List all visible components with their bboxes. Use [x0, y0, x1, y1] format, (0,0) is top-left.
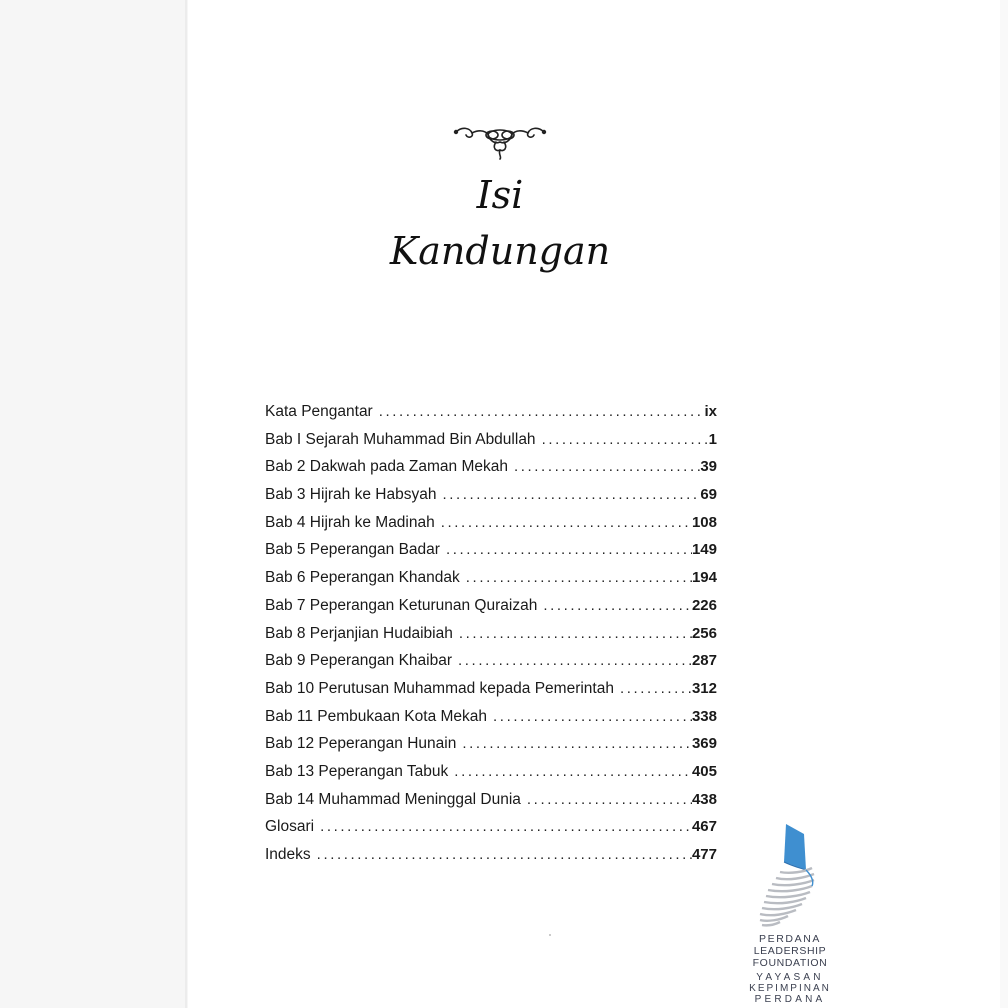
toc-entry-label: Bab 3 Hijrah ke Habsyah	[265, 486, 437, 504]
toc-leader-dots	[320, 818, 692, 835]
toc-leader-dots	[527, 791, 692, 808]
page-edge	[1000, 0, 1008, 1008]
flourish-ornament-icon	[452, 122, 548, 162]
toc-leader-dots	[466, 569, 692, 586]
toc-entry-label: Bab 4 Hijrah ke Madinah	[265, 513, 435, 531]
toc-entry-page: 438	[691, 790, 717, 808]
toc-leader-dots	[446, 541, 692, 558]
toc-leader-dots	[543, 597, 692, 614]
toc-entry	[265, 597, 717, 625]
toc-entry-page: ix	[704, 403, 717, 420]
toc-entry	[265, 791, 717, 819]
publisher-logo	[748, 824, 832, 1008]
toc-entry-page: 477	[691, 846, 717, 863]
logo-text-line-6: PERDANA	[754, 994, 826, 1005]
toc-leader-dots	[454, 763, 692, 780]
toc-entry-label: Bab 5 Peperangan Badar	[265, 541, 440, 559]
toc-entry-page: 369	[691, 735, 717, 753]
toc-entry-label: Bab I Sejarah Muhammad Bin Abdullah	[265, 430, 536, 448]
toc-entry-page: 467	[691, 818, 717, 836]
perdana-logo-icon	[754, 824, 820, 930]
page-title-line-2: Kandungan	[389, 229, 611, 273]
toc-entry-label: Kata Pengantar	[265, 403, 373, 420]
toc-entry-label: Indeks	[265, 846, 311, 863]
toc-entry	[265, 708, 717, 736]
toc-entry-page: 69	[700, 486, 717, 504]
toc-entry	[265, 652, 717, 680]
toc-entry-label: Bab 7 Peperangan Keturunan Quraizah	[265, 596, 538, 614]
toc-entry-label: Bab 6 Peperangan Khandak	[265, 569, 460, 587]
toc-entry	[265, 818, 717, 846]
toc-leader-dots	[379, 403, 705, 420]
toc-entry-page: 287	[691, 652, 717, 670]
toc-entry-page: 39	[700, 458, 717, 476]
toc-entry	[265, 458, 717, 486]
toc-entry	[265, 541, 717, 569]
toc-entry-label: Bab 8 Perjanjian Hudaibiah	[265, 624, 453, 642]
toc-entry-page: 338	[691, 707, 717, 725]
toc-entry-label: Glosari	[265, 818, 315, 836]
toc-leader-dots	[514, 458, 700, 475]
toc-leader-dots	[620, 680, 692, 697]
page-title-line-1: Isi	[476, 173, 524, 217]
toc-entry-page: 226	[691, 596, 717, 614]
toc-entry	[265, 625, 717, 653]
toc-entry-label: Bab 2 Dakwah pada Zaman Mekah	[265, 458, 508, 476]
toc-leader-dots	[442, 486, 700, 503]
toc-entry-page: 405	[691, 762, 717, 780]
toc-leader-dots	[462, 735, 692, 752]
logo-text-line-4: YAYASAN	[756, 972, 824, 983]
logo-text-line-2: LEADERSHIP	[753, 945, 827, 957]
toc-entry-label: Bab 10 Perutusan Muhammad kepada Pemerintah	[265, 679, 614, 697]
toc-entry-page: 312	[691, 679, 717, 697]
toc-entry	[265, 486, 717, 514]
toc-entry	[265, 569, 717, 597]
toc-entry-page: 194	[691, 569, 717, 587]
logo-text-line-5: KEPIMPINAN	[749, 983, 831, 994]
page-fold-line	[185, 0, 187, 1008]
toc-entry-label: Bab 9 Peperangan Khaibar	[265, 652, 453, 670]
toc-entry-label: Bab 12 Peperangan Hunain	[265, 735, 457, 753]
toc-entry	[265, 403, 717, 431]
toc-leader-dots	[458, 652, 692, 669]
toc-entry	[265, 431, 717, 459]
toc-entry-page: 256	[691, 624, 717, 642]
toc-entry-label: Bab 11 Pembukaan Kota Mekah	[265, 707, 488, 725]
toc-leader-dots	[317, 846, 692, 863]
page-gutter	[0, 0, 188, 1008]
toc-entry	[265, 735, 717, 763]
table-of-contents	[265, 403, 717, 874]
logo-text-line-3: FOUNDATION	[752, 957, 828, 969]
toc-entry-page: 149	[691, 541, 717, 559]
toc-entry	[265, 846, 717, 874]
toc-entry	[265, 514, 717, 542]
print-speck	[549, 934, 551, 936]
toc-entry-label: Bab 13 Peperangan Tabuk	[265, 762, 449, 780]
toc-entry	[265, 680, 717, 708]
toc-entry-page: 108	[691, 513, 717, 531]
toc-leader-dots	[459, 625, 692, 642]
toc-entry-page: 1	[708, 430, 717, 448]
toc-entry-label: Bab 14 Muhammad Meninggal Dunia	[265, 790, 521, 808]
toc-leader-dots	[441, 514, 692, 531]
toc-leader-dots	[493, 708, 692, 725]
toc-entry	[265, 763, 717, 791]
toc-leader-dots	[542, 431, 709, 448]
logo-text-line-1: PERDANA	[759, 933, 821, 945]
